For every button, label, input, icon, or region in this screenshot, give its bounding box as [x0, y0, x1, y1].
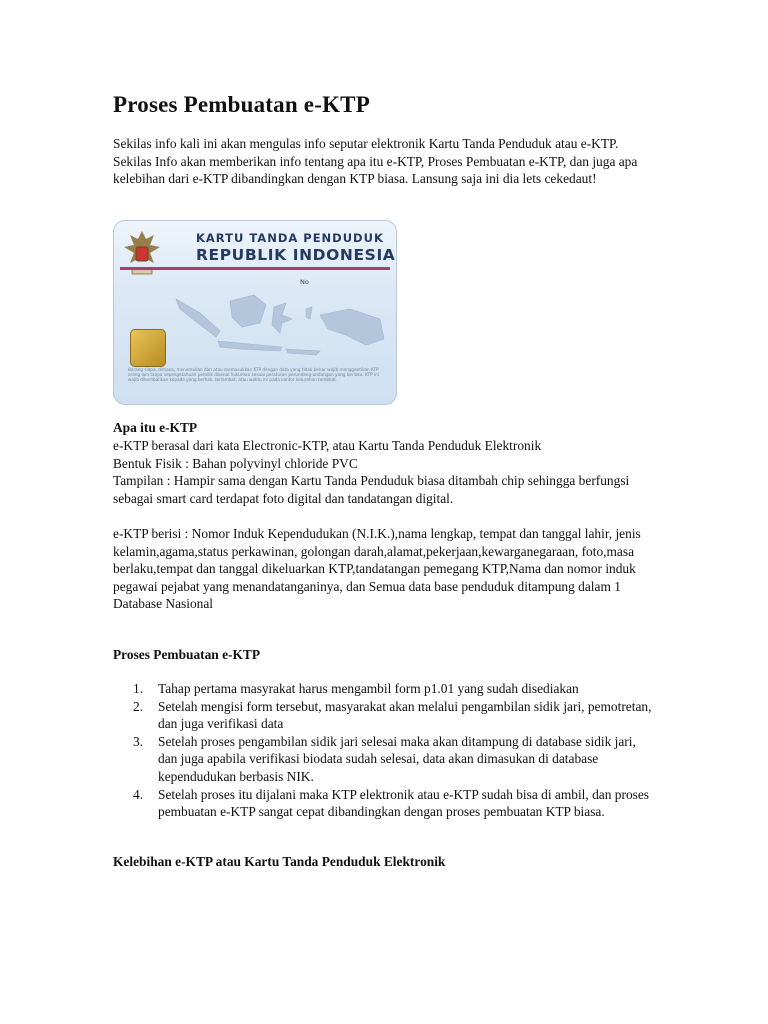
indonesia-map-icon: [170, 279, 390, 365]
list-item: 1. Tahap pertama masyrakat harus mengambil form p1.01 yang sudah disediakan: [133, 681, 579, 696]
list-item: 4. Setelah proses itu dijalani maka KTP elektronik atau e-KTP sudah bisa di ambil, dan proses pembuatan e-KTP sangat cepat dibandingkan dengan proses pembuatan KTP biasa.: [133, 786, 650, 820]
page-title: Proses Pembuatan e-KTP: [113, 92, 370, 117]
card-fine-print: Barang siapa, dimana, menemukan dan atau memasukkan KTP dengan data yang tidak benar wajib menggantikan KTP orang lain tanpa sepengetahuan pemilik dikenai hukuman sesuai peraturan perundang-undangan yang berlaku. KTP ini wajib dikembalikan kepada yang berhak, terlambat, atau waktu ini pada kantor kelurahan terdekat.: [128, 367, 379, 382]
list-item: 2. Setelah mengisi form tersebut, masyarakat akan melalui pengambilan sidik jari, pemotretan, dan juga verifikasi data: [133, 698, 652, 732]
paragraph-tampilan: Tampilan : Hampir sama dengan Kartu Tanda Penduduk biasa ditambah chip sehingga berfungsi sebagai smart card terdapat foto digital dan tandatangan digital.: [113, 473, 630, 506]
paragraph-bentuk-fisik: Bentuk Fisik : Bahan polyvinyl chloride PVC: [113, 456, 358, 471]
card-stripe: [120, 267, 390, 270]
card-chip-icon: [130, 329, 166, 367]
paragraph-definition: e-KTP berasal dari kata Electronic-KTP, atau Kartu Tanda Penduduk Elektronik: [113, 438, 542, 453]
card-title-line2: REPUBLIK INDONESIA: [196, 246, 396, 264]
section-heading-proses: Proses Pembuatan e-KTP: [113, 647, 261, 662]
list-item: 3. Setelah proses pengambilan sidik jari selesai maka akan ditampung di database sidik jari, dan juga apabila verifikasi biodata sudah selesai, data akan dimasukan di database kependudukan berbasis NIK.: [133, 733, 636, 784]
intro-paragraph: Sekilas info kali ini akan mengulas info seputar elektronik Kartu Tanda Penduduk atau e-KTP. Sekilas Info akan memberikan info tentang apa itu e-KTP, Proses Pembuatan e-KTP, dan juga apa kelebihan dari e-KTP dibandingkan dengan KTP biasa. Lansung saja ini dia lets cekedaut!: [113, 136, 638, 187]
process-list: [113, 680, 658, 821]
card-no-label: No: [300, 278, 309, 286]
garuda-emblem-icon: [120, 227, 164, 283]
card-title-line1: KARTU TANDA PENDUDUK: [196, 231, 384, 245]
paragraph-berisi: e-KTP berisi : Nomor Induk Kependudukan (N.I.K.),nama lengkap, tempat dan tanggal lahir, jenis kelamin,agama,status perkawinan, golongan darah,alamat,pekerjaan,kewarganegaraan, foto,masa berlaku,tempat dan tanggal dikeluarkan KTP,tandatangan pemegang KTP,Nama dan nomor induk pegawai pejabat yang menandatanganinya, dan Semua data base penduduk ditampung dalam 1 Database Nasional: [113, 526, 641, 612]
section-heading-kelebihan: Kelebihan e-KTP atau Kartu Tanda Penduduk Elektronik: [113, 854, 446, 869]
section-heading-apa-itu: Apa itu e-KTP: [113, 420, 198, 435]
ktp-card-image: [113, 220, 397, 405]
